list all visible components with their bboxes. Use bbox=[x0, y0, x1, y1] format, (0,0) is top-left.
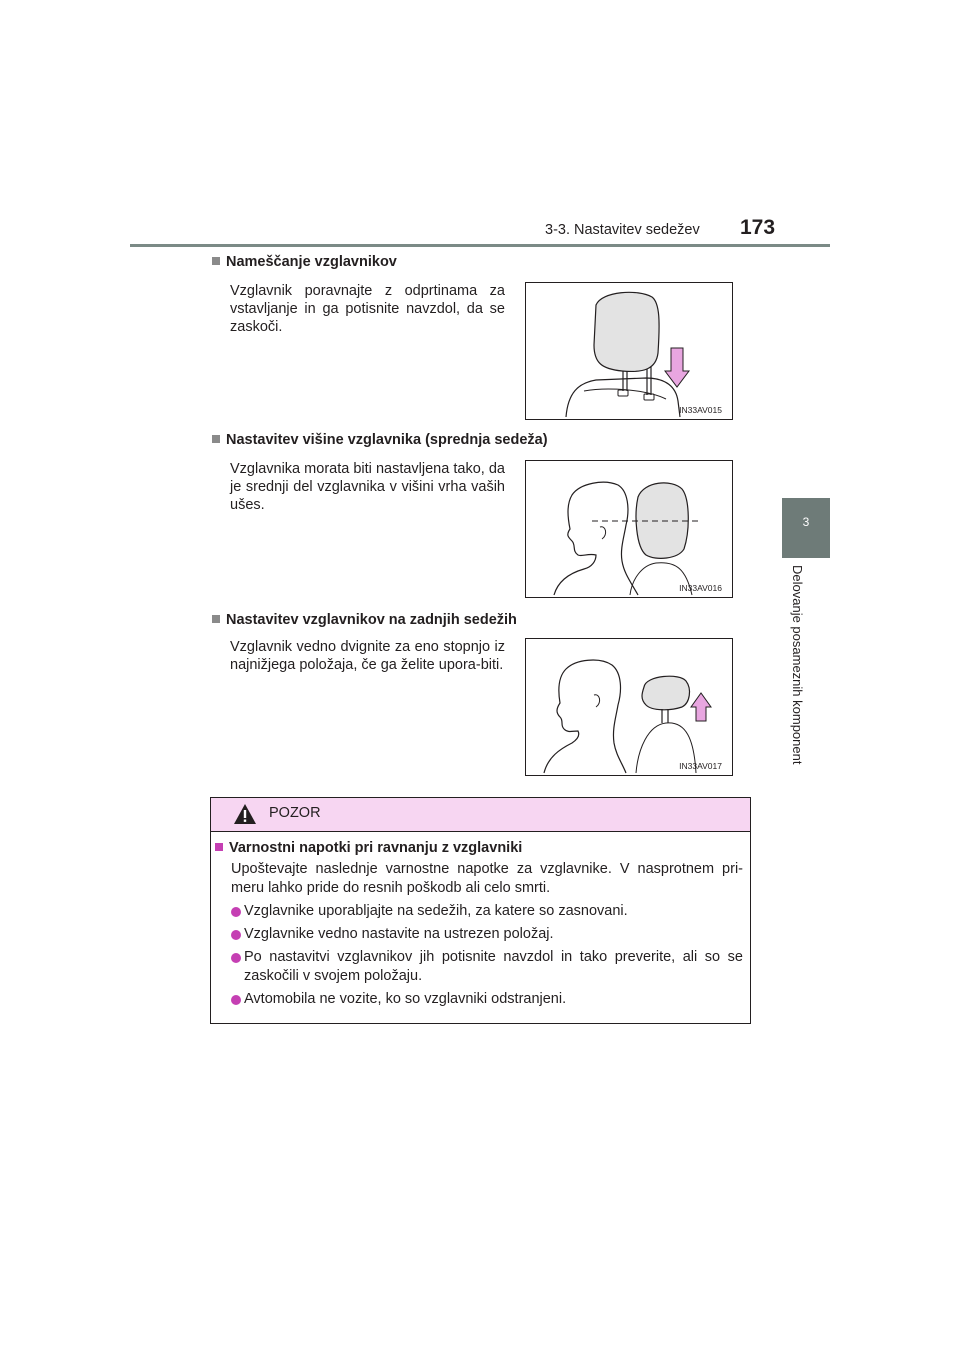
warning-bullet: Vzglavnike uporabljajte na sedežih, za katere so zasnovani. bbox=[231, 902, 743, 921]
headrest-install-illustration bbox=[526, 283, 732, 419]
round-bullet-icon bbox=[231, 930, 241, 940]
section-heading-rear: Nastavitev vzglavnikov na zadnjih sedežih bbox=[212, 612, 517, 628]
section-text-rear: Vzglavnik vedno dvignite za eno stopnjo iz najnižjega položaja, če ga želite upora-biti. bbox=[230, 639, 505, 673]
figure-headrest-install bbox=[525, 282, 733, 420]
chapter-label: Delovanje posameznih komponent bbox=[790, 565, 805, 765]
square-bullet-icon bbox=[212, 615, 220, 623]
front-headrest-height-illustration bbox=[526, 461, 732, 597]
section-title: 3-3. Nastavitev sedežev bbox=[545, 222, 700, 238]
header-divider bbox=[130, 244, 830, 247]
page-number: 173 bbox=[740, 216, 776, 239]
warning-bullet: Po nastavitvi vzglavnikov jih potisnite navzdol in tako preverite, ali so se zaskočili v svojem položaju. bbox=[231, 948, 743, 986]
warning-bullet: Vzglavnike vedno nastavite na ustrezen položaj. bbox=[231, 925, 743, 944]
warning-title: POZOR bbox=[269, 805, 321, 821]
section-text-front-height: Vzglavnika morata biti nastavljena tako, da je srednji del vzglavnika v višini vrha vaših ušes. bbox=[230, 461, 505, 513]
warning-triangle-icon bbox=[233, 803, 257, 825]
square-bullet-icon bbox=[212, 435, 220, 443]
figure-front-headrest-height bbox=[525, 460, 733, 598]
section-heading-install: Nameščanje vzglavnikov bbox=[212, 254, 397, 270]
warning-intro: Upoštevajte naslednje varnostne napotke za vzglavnike. V nasprotnem pri-meru lahko pride do resnih poškodb ali celo smrti. bbox=[231, 861, 743, 896]
warning-heading: Varnostni napotki pri ravnanju z vzglavniki bbox=[215, 840, 522, 856]
round-bullet-icon bbox=[231, 907, 241, 917]
square-bullet-icon bbox=[212, 257, 220, 265]
round-bullet-icon bbox=[231, 953, 241, 963]
warning-header bbox=[211, 798, 750, 832]
section-text-install: Vzglavnik poravnajte z odprtinama za vstavljanje in ga potisnite navzdol, da se zaskoči. bbox=[230, 283, 505, 335]
round-bullet-icon bbox=[231, 995, 241, 1005]
section-heading-front-height: Nastavitev višine vzglavnika (sprednja sedeža) bbox=[212, 432, 548, 448]
figure-code: IN33AV015 bbox=[679, 405, 722, 415]
figure-code: IN33AV016 bbox=[679, 583, 722, 593]
warning-bullet: Avtomobila ne vozite, ko so vzglavniki odstranjeni. bbox=[231, 990, 743, 1009]
rear-headrest-illustration bbox=[526, 639, 732, 775]
warning-box bbox=[210, 797, 751, 1024]
chapter-number: 3 bbox=[802, 515, 810, 529]
square-bullet-icon bbox=[215, 843, 223, 851]
figure-rear-headrest bbox=[525, 638, 733, 776]
figure-code: IN33AV017 bbox=[679, 761, 722, 771]
